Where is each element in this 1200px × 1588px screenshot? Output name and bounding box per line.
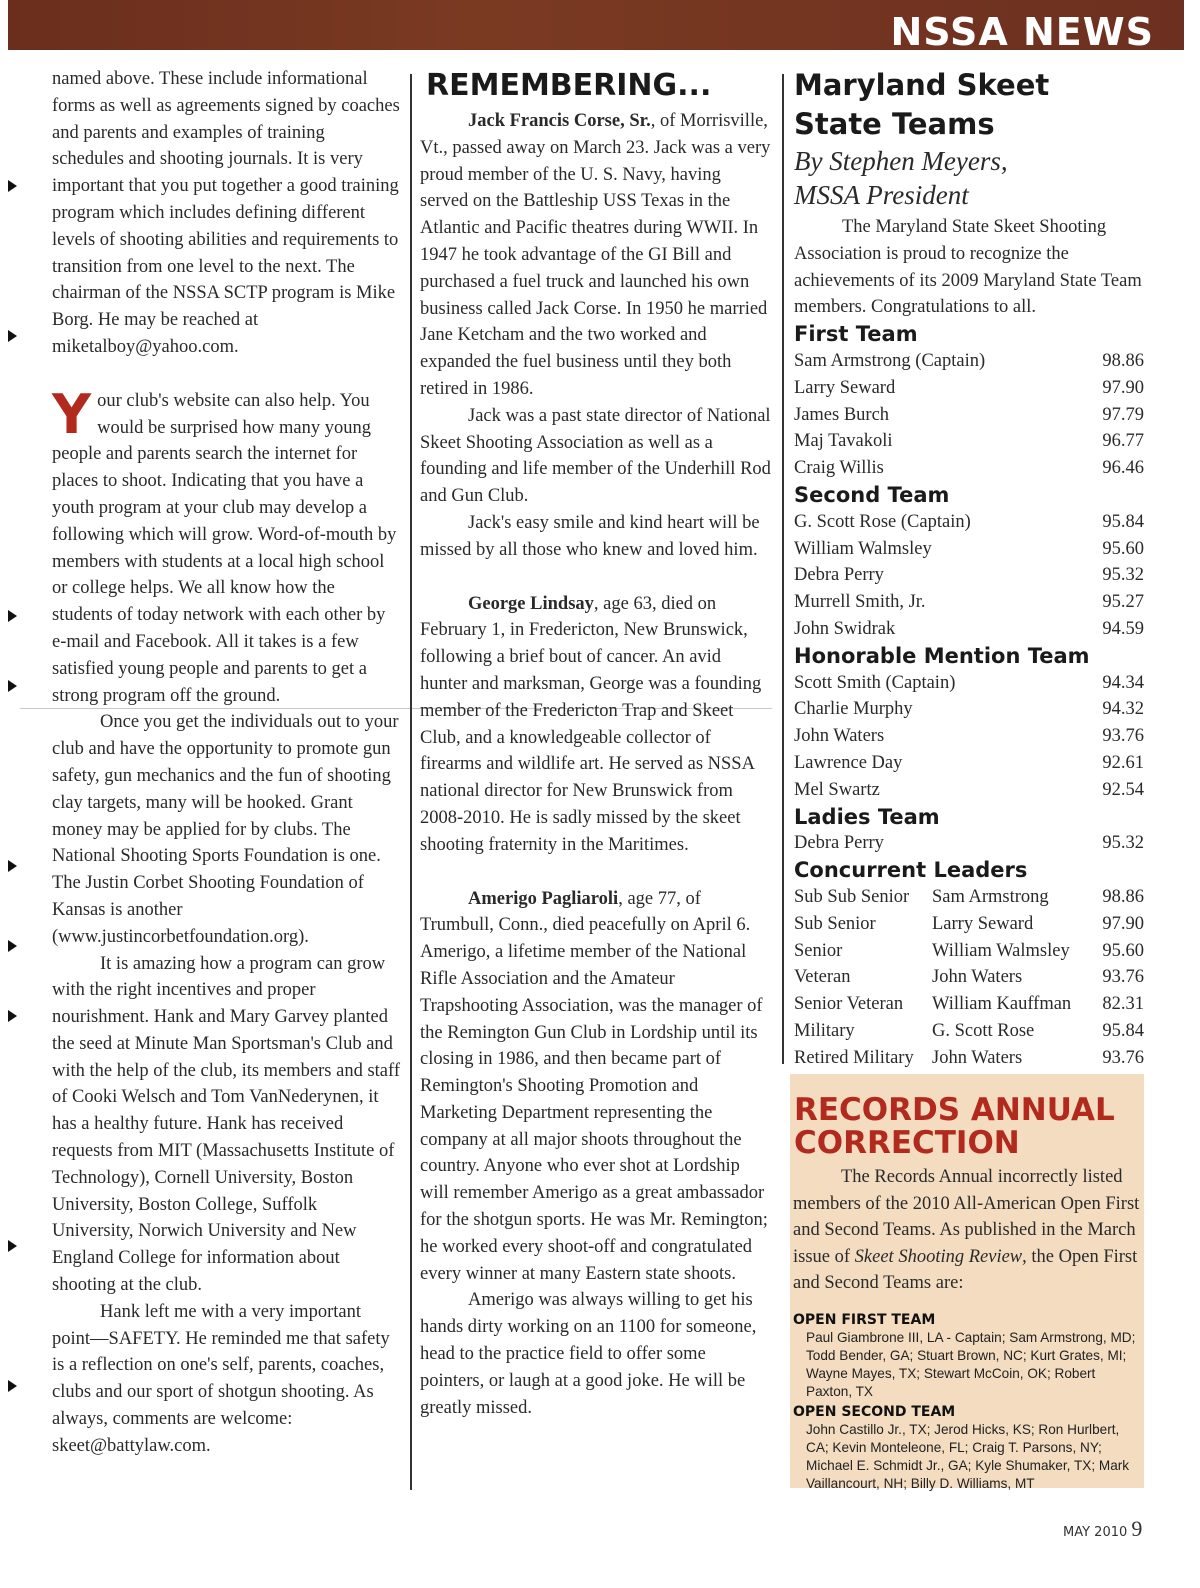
drop-cap: Y (52, 382, 92, 446)
leader-score: 95.60 (1102, 940, 1144, 961)
member-name: Sam Armstrong (Captain) (794, 350, 986, 371)
member-score: 95.60 (1102, 538, 1144, 559)
member-score: 93.76 (1102, 726, 1144, 747)
leader-score: 82.31 (1102, 994, 1144, 1015)
byline (794, 144, 1144, 212)
maryland-teams-column (794, 66, 1144, 1072)
leader-row (794, 991, 1144, 1018)
leader-row (794, 884, 1144, 911)
leader-row (794, 1045, 1144, 1072)
team-member-row (794, 348, 1144, 375)
open-first-team-heading: OPEN FIRST TEAM (793, 1311, 936, 1328)
paragraph-dropcap (52, 382, 400, 710)
title-line: Maryland Skeet (794, 68, 1050, 102)
leader-name: John Waters (932, 1047, 1023, 1068)
obituary-corse (420, 108, 772, 403)
byline-line: MSSA President (794, 180, 969, 210)
column-divider (410, 74, 412, 1490)
leader-name: G. Scott Rose (932, 1020, 1035, 1041)
leader-row (794, 1018, 1144, 1045)
team-heading: Second Team (794, 482, 950, 507)
member-score: 95.84 (1102, 511, 1144, 532)
leader-name: Sam Armstrong (932, 886, 1049, 907)
remembering-heading: REMEMBERING... (426, 68, 712, 103)
paragraph: Hank left me with a very important point—SAFETY. He reminded me that safety is a reflection on one's self, parents, coaches, clubs and our sport of shotgun shooting. As always, comments are welcome: skeet@battylaw.com. (52, 1301, 390, 1456)
byline-line: By Stephen Meyers, (794, 146, 1008, 176)
team-heading: Honorable Mention Team (794, 643, 1090, 668)
leader-row (794, 964, 1144, 991)
team-member-row (794, 402, 1144, 429)
team-lists (794, 321, 1144, 857)
team-member-row (794, 830, 1144, 857)
team-member-row (794, 562, 1144, 589)
leader-row (794, 911, 1144, 938)
leader-class: Sub Senior (794, 913, 876, 934)
leader-class: Military (794, 1020, 855, 1041)
records-title (794, 1094, 1144, 1160)
member-name: John Swidrak (794, 618, 896, 639)
title-line: State Teams (794, 107, 995, 141)
leader-name: William Kauffman (932, 994, 1072, 1015)
member-name: Debra Perry (794, 565, 884, 586)
paragraph: Jack's easy smile and kind heart will be missed by all those who knew and loved him. (420, 512, 760, 560)
binding-margin-marks (4, 180, 34, 1480)
page-number: 9 (1131, 1516, 1143, 1541)
intro-paragraph: The Maryland State Skeet Shooting Association is proud to recognize the achievements of its 2009 Maryland State Team members. Congratulations to all. (794, 217, 1142, 318)
header-bar (8, 0, 1184, 54)
column-divider (782, 74, 784, 1064)
leader-class: Veteran (794, 967, 851, 988)
team-member-row (794, 428, 1144, 455)
member-score: 95.27 (1102, 592, 1144, 613)
member-score: 97.79 (1102, 404, 1144, 425)
team-member-row (794, 509, 1144, 536)
member-score: 92.54 (1102, 779, 1144, 800)
paragraph: It is amazing how a program can grow with the right incentives and proper nourishment. Hank and Mary Garvey planted the seed at Minute Man Sportsman's Club and with the help of the club, its members and staff of Cooki Welsch and Tom VanNederynen, it has a healthy future. Hank has received requests from MIT (Massachusetts Institute of Technology), Cornell University, Boston University, Boston College, Suffolk University, Norwich University and New England College for information about shooting at the club. (52, 953, 400, 1296)
obituary-text: , age 77, of Trumbull, Conn., died peacefully on April 6. Amerigo, a lifetime member of the National Rifle Association and the Amateur Trapshooting Association, was the manager of the Remington Gun Club in Lordship until its closing in 1986, and then became part of Remington's Shooting Promotion and Marketing Department representing the company at all major shoots throughout the country. Anyone who ever shot at Lordship will remember Amerigo as a great ambassador for the shotgun sports. He was Mr. Remington; he worked every shoot-off and congratulated every winner at many Eastern state shoots. (420, 888, 768, 1284)
leader-score: 93.76 (1102, 1047, 1144, 1068)
leader-score: 93.76 (1102, 967, 1144, 988)
paragraph: Once you get the individuals out to your club and have the opportunity to promote gun safety, gun mechanics and the fun of shooting clay targets, many will be hooked. Grant money may be applied for by clubs. The National Shooting Sports Foundation is one. The Justin Corbet Shooting Foundation of Kansas is another (www.justincorbetfoundation.org). (52, 712, 399, 947)
obituary-lindsay (420, 591, 772, 859)
team-heading: First Team (794, 322, 918, 347)
member-name: Charlie Murphy (794, 699, 913, 720)
article-title (794, 66, 1144, 144)
obituary-name: Jack Francis Corse, Sr. (468, 111, 651, 131)
leader-score: 95.84 (1102, 1020, 1144, 1041)
leader-name: Larry Seward (932, 913, 1034, 934)
leader-class: Senior Veteran (794, 994, 904, 1015)
team-heading: Ladies Team (794, 804, 940, 829)
article-continued-column (52, 66, 400, 1460)
member-score: 96.46 (1102, 458, 1144, 479)
team-member-row (794, 536, 1144, 563)
member-name: Murrell Smith, Jr. (794, 592, 926, 613)
member-score: 97.90 (1102, 377, 1144, 398)
open-second-team-heading: OPEN SECOND TEAM (793, 1403, 956, 1420)
team-member-row (794, 589, 1144, 616)
paragraph: named above. These include informational forms as well as agreements signed by coaches and parents and examples of training schedules and shooting journals. It is very important that you put together a good training program which includes defining different levels of shooting abilities and requirements to transition from one level to the next. The chairman of the NSSA SCTP program is Mike Borg. He may be reached at miketalboy@yahoo.com. (52, 69, 400, 357)
remembering-column (420, 66, 772, 1421)
member-name: Larry Seward (794, 377, 896, 398)
title-line: CORRECTION (794, 1125, 1020, 1161)
obituary-text: , of Morrisville, Vt., passed away on March 23. Jack was a very proud member of the U. S. Navy, having served on the Battleship USS Texas in the Atlantic and Pacific theatres during WWII. In 1947 he took advantage of the GI Bill and purchased a fuel truck and launched his own business called Jack Corse. In 1950 he married Jane Ketcham and the two worked and expanded the fuel business until they both retired in 1986. (420, 111, 771, 399)
paragraph-text: our club's website can also help. You would be surprised how many young people and parents search the internet for places to shoot. Indicating that you have a youth program at your club may develop a following which will grow. Word-of-mouth by members with students at a local high school or college helps. We all know how the students of today network with each other by e-mail and Facebook. All it takes is a few satisfied young people and parents to get a strong program off the ground. (52, 390, 397, 706)
leader-score: 98.86 (1102, 886, 1144, 907)
member-name: Lawrence Day (794, 752, 903, 773)
member-name: Maj Tavakoli (794, 431, 893, 452)
team-member-row (794, 455, 1144, 482)
member-name: James Burch (794, 404, 890, 425)
member-name: Mel Swartz (794, 779, 880, 800)
leader-name: John Waters (932, 967, 1023, 988)
member-score: 95.32 (1102, 833, 1144, 854)
open-second-team-list: John Castillo Jr., TX; Jerod Hicks, KS; Ron Hurlbert, CA; Kevin Monteleone, FL; Craig T. Parsons, NY; Michael E. Schmidt Jr., GA; Kyle Shumaker, TX; Mark Vaillancourt, NH; Billy D. Williams, MT (806, 1421, 1130, 1491)
leader-name: William Walmsley (932, 940, 1070, 961)
records-correction-box (790, 1074, 1144, 1491)
open-first-team-list: Paul Giambrone III, LA - Captain; Sam Armstrong, MD; Todd Bender, GA; Stuart Brown, NC; Kurt Grates, MI; Wayne Mayes, TX; Stewart McCoin, OK; Robert Paxton, TX (806, 1329, 1136, 1399)
paragraph: Jack was a past state director of National Skeet Shooting Association as well as a founding and life member of the Underhill Rod and Gun Club. (420, 405, 771, 507)
member-score: 96.77 (1102, 431, 1144, 452)
obituary-name: George Lindsay (468, 593, 594, 614)
team-member-row (794, 723, 1144, 750)
team-member-row (794, 616, 1144, 643)
section-title: NSSA NEWS (890, 10, 1154, 54)
member-score: 94.59 (1102, 618, 1144, 639)
title-line: RECORDS ANNUAL (794, 1092, 1115, 1128)
team-member-row (794, 670, 1144, 697)
member-score: 94.32 (1102, 699, 1144, 720)
member-name: John Waters (794, 726, 885, 747)
paragraph: Amerigo was always willing to get his hands dirty working on an 1100 for someone, head to the practice field to offer some pointers, or laugh at a good joke. He will be greatly missed. (420, 1290, 757, 1418)
team-member-row (794, 750, 1144, 777)
body-text: The Records Annual incorrectly listed members of the 2010 All-American Open First and Second Teams. As published in the March issue of (793, 1167, 1140, 1267)
leader-class: Retired Military (794, 1047, 914, 1068)
leader-class: Senior (794, 940, 843, 961)
team-member-row (794, 777, 1144, 804)
member-score: 98.86 (1102, 350, 1144, 371)
obituary-pagliaroli (420, 886, 772, 1288)
member-name: G. Scott Rose (Captain) (794, 511, 971, 532)
team-member-row (794, 696, 1144, 723)
body-text: , the Open First and Second Teams are: (793, 1246, 1138, 1293)
leader-class: Sub Sub Senior (794, 886, 910, 907)
team-heading: Concurrent Leaders (794, 858, 1028, 883)
member-name: Craig Willis (794, 458, 884, 479)
member-score: 94.34 (1102, 672, 1144, 693)
leader-score: 97.90 (1102, 913, 1144, 934)
concurrent-leaders-table (794, 884, 1144, 1072)
member-score: 92.61 (1102, 752, 1144, 773)
member-score: 95.32 (1102, 565, 1144, 586)
obituary-text: , age 63, died on February 1, in Fredericton, New Brunswick, following a brief bout of cancer. An avid hunter and marksman, George was a founding member of the Fredericton Trap and Skeet Club, and a knowledgeable collector of firearms and wildlife art. He served as NSSA national director for New Brunswick from 2008-2010. He is sadly missed by the skeet shooting fraternity in the Maritimes. (420, 593, 762, 855)
records-body (793, 1164, 1140, 1297)
member-name: William Walmsley (794, 538, 932, 559)
publication-name: Skeet Shooting Review (854, 1246, 1023, 1267)
issue-date: MAY 2010 (1063, 1525, 1128, 1540)
member-name: Scott Smith (Captain) (794, 672, 956, 693)
leader-row (794, 938, 1144, 965)
obituary-name: Amerigo Pagliaroli (468, 888, 619, 909)
page-footer (1063, 1516, 1142, 1542)
member-name: Debra Perry (794, 833, 884, 854)
team-member-row (794, 375, 1144, 402)
